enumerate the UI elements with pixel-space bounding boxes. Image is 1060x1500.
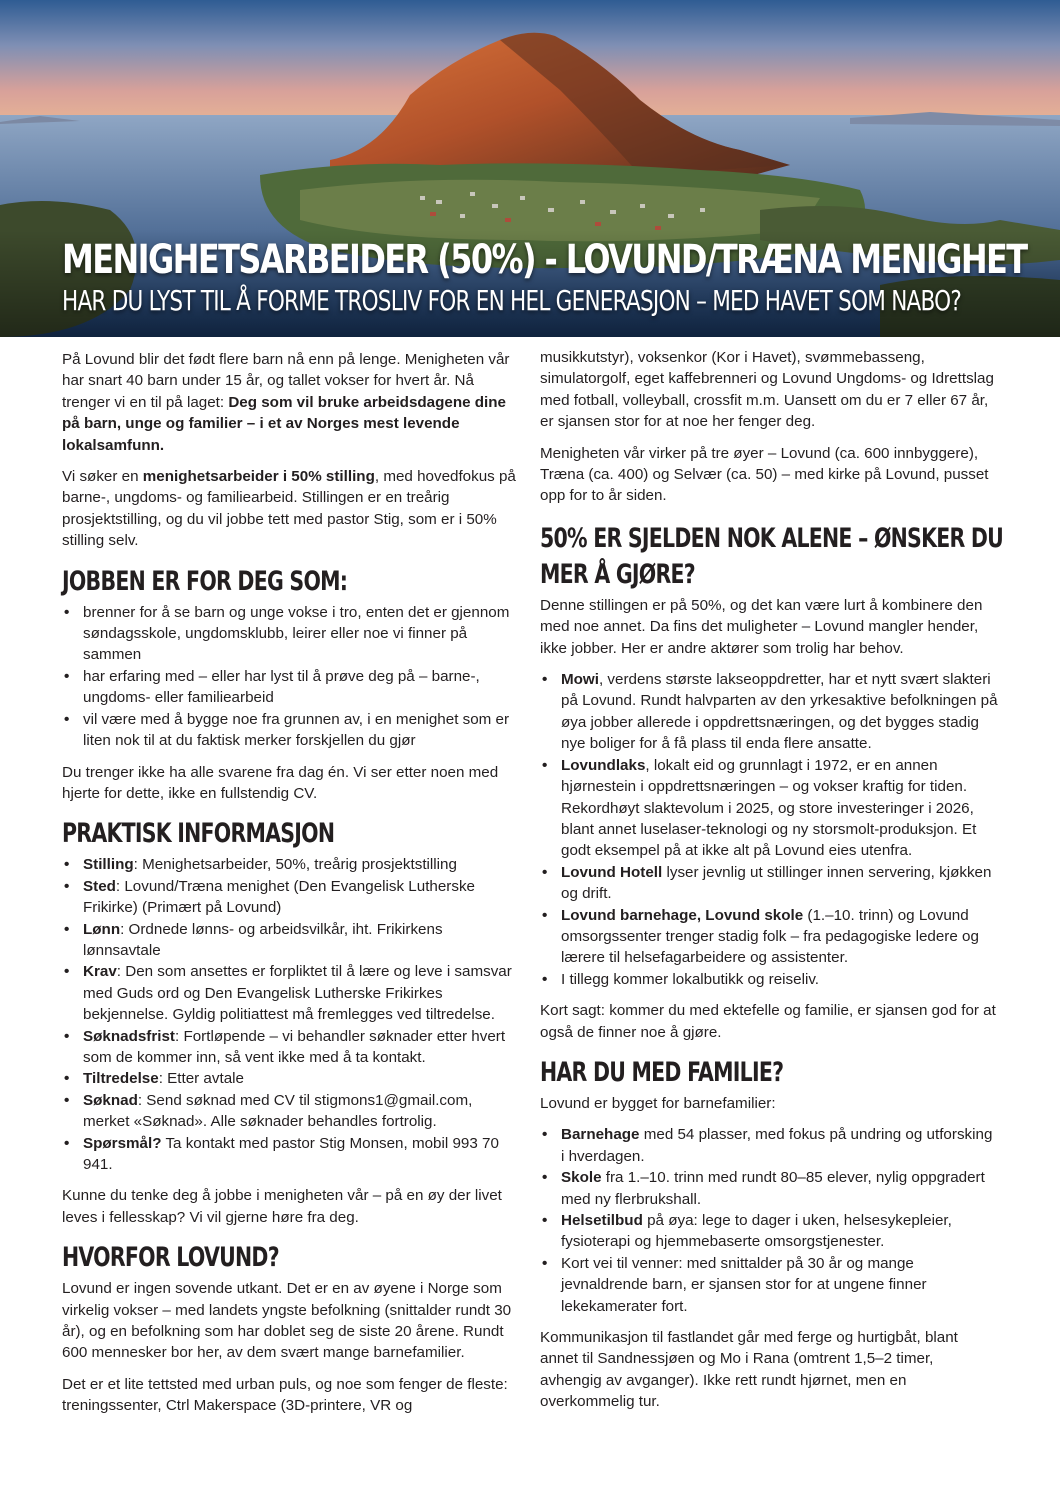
intro-paragraph: [62, 349, 520, 456]
info-label: Lønn: [83, 920, 121, 938]
family-text: fra 1.–10. trinn med rundt 80–85 elever, nylig oppgradert med ny flerbrukshall.: [561, 1169, 985, 1208]
employer-name: Lovundlaks: [561, 756, 646, 774]
hero-banner: [0, 0, 1060, 337]
family-text: på øya: lege to dager i uken, helsesykepleier, fysioterapi og hjemmebaserte omsorgstjenester.: [561, 1212, 952, 1251]
bullet-icon: •: [542, 1169, 548, 1187]
employer-text: , lokalt eid og grunnlagt i 1972, er en annen hjørnestein i oppdrettsnæringen – og vokser kraftig for tiden. Rekordhøyt slaktevolum i 2025, og store investeringer i 2026, blant annet luselaser-teknologi og ny storsmolt-produksjon. Et godt eksempel på at ikke alt på Lovund eies utenfra.: [561, 756, 977, 860]
hero-text-block: [62, 236, 1027, 318]
page-subtitle: HAR DU LYST TIL Å FORME TROSLIV FOR EN HEL GENERASJON – MED HAVET SOM NABO?: [62, 284, 962, 317]
employer-text: lyser jevnlig ut stillinger innen servering, kjøkken og drift.: [561, 863, 992, 903]
list-item: [62, 1068, 520, 1089]
info-label: Sted: [83, 877, 116, 895]
info-label: Søknadsfrist: [83, 1027, 175, 1045]
employer-list: [540, 669, 998, 990]
employer-name: Mowi: [561, 671, 599, 689]
list-item-text: brenner for å se barn og unge vokse i tro, enten det er gjennom søndagsskole, ungdomsklubb, leirer eller noe vi finner på sammen: [83, 603, 510, 664]
info-value: Ta kontakt med pastor Stig Monsen, mobil 993 70 941.: [83, 1134, 499, 1173]
why-paragraph: Det er et lite tettsted med urban puls, og noe som fenger de fleste: treningssenter, Ctrl Makerspace (3D-printere, VR og: [62, 1375, 508, 1415]
list-item: [540, 862, 998, 905]
why-heading: HVORFOR LOVUND?: [62, 1242, 279, 1274]
info-list: [62, 854, 520, 1175]
list-item: [540, 905, 998, 969]
bullet-icon: •: [64, 1091, 70, 1109]
bullet-icon: •: [64, 603, 70, 621]
more-heading: 50% ER SJELDEN NOK ALENE – ØNSKER DU MER Å GJØRE?: [540, 522, 1004, 590]
family-text: med 54 plasser, med fokus på undring og utforsking i hverdagen.: [561, 1126, 993, 1165]
list-item: [540, 1167, 998, 1210]
family-intro: Lovund er bygget for barnefamilier:: [540, 1094, 776, 1112]
position-text-a: Vi søker en: [62, 468, 143, 486]
right-column: [540, 347, 1004, 1423]
info-label: Spørsmål?: [83, 1134, 162, 1152]
info-value: : Ordnede lønns- og arbeidsvilkår, iht. Frikirkens lønnsavtale: [83, 920, 443, 959]
list-item: [62, 854, 520, 875]
info-value: : Menighetsarbeider, 50%, treårig prosjektstilling: [133, 856, 457, 874]
family-label: Barnehage: [561, 1126, 640, 1144]
position-highlight: menighetsarbeider i 50% stilling: [142, 468, 375, 486]
job-list: [62, 602, 520, 752]
info-value: : Etter avtale: [158, 1070, 244, 1088]
list-item: [540, 969, 998, 990]
bullet-icon: •: [542, 863, 548, 881]
list-item: [62, 876, 520, 919]
info-label: Stilling: [83, 856, 134, 874]
list-item: [62, 919, 520, 962]
family-text: Kort vei til venner: med snittalder på 30 år og mange jevnaldrende barn, er sjansen stor for at ungene finner lekekamerater fort.: [561, 1254, 927, 1315]
info-heading: PRAKTISK INFORMASJON: [62, 818, 335, 850]
employer-text: I tillegg kommer lokalbutikk og reiseliv.: [561, 970, 820, 988]
bullet-icon: •: [542, 1212, 548, 1229]
family-heading: HAR DU MED FAMILIE?: [540, 1056, 784, 1088]
family-note: Kommunikasjon til fastlandet går med ferge og hurtigbåt, blant annet til Sandnessjøen og Mo i Rana (omtrent 1,5–2 timer, avhengig av avganger). Ikke rett rundt hjørnet, men en overkommelig tur.: [540, 1329, 958, 1411]
bullet-icon: •: [542, 671, 548, 689]
info-value: : Fortløpende – vi behandler søknader etter hvert som de kommer inn, så vent ikke med å ta kontakt.: [83, 1027, 506, 1066]
list-item: [540, 669, 998, 755]
family-label: Skole: [561, 1169, 602, 1187]
employer-text: , verdens største lakseoppdretter, har et nytt svært slakteri på Lovund. Rundt halvparten av den yrkesaktive befolkningen på øya jobber allerede i oppdrettsnæringen, og det bygges stadig nye boliger for å få plass til enda flere ansatte.: [561, 671, 998, 753]
bullet-icon: •: [542, 970, 548, 988]
position-text-b: , med hovedfokus på barne-, ungdoms- og familiearbeid. Stillingen er en treårig prosjektstilling, og du vil jobbe tett med pastor Stig, som er i 50% stilling selv.: [62, 468, 516, 550]
why-paragraph: Lovund er ingen sovende utkant. Det er en av øyene i Norge som virkelig vokser – med landets yngste befolkning (snittalder rundt 30 år), og en befolkning som har doblet seg de siste 20 årene. Rundt 600 mennesker bor her, av dem svært mange barnefamilier.: [62, 1280, 512, 1362]
position-paragraph: [62, 466, 520, 552]
info-label: Tiltredelse: [83, 1070, 159, 1088]
employer-name: Lovund Hotell: [561, 863, 663, 881]
employer-name: Lovund barnehage, Lovund skole: [561, 906, 804, 924]
bullet-icon: •: [542, 1254, 548, 1272]
list-item: [540, 755, 998, 862]
list-item: [62, 602, 520, 666]
bullet-icon: •: [64, 856, 70, 874]
bullet-icon: •: [64, 1134, 70, 1152]
list-item: [62, 1133, 520, 1176]
info-label: Krav: [83, 963, 117, 981]
list-item: [62, 1090, 520, 1133]
bullet-icon: •: [64, 877, 70, 895]
list-item: [62, 666, 520, 709]
bullet-icon: •: [64, 1070, 70, 1088]
list-item: [62, 961, 520, 1025]
intro-text: På Lovund blir det født flere barn nå enn på lenge. Menigheten vår har snart 40 barn under 15 år, og tallet vokser for hvert år. Nå trenger vi en til på laget:: [62, 351, 510, 411]
bullet-icon: •: [542, 756, 548, 774]
left-column: [62, 349, 520, 1427]
bullet-icon: •: [64, 710, 70, 728]
info-value: : Send søknad med CV til stigmons1@gmail.com, merket «Søknad». Alle søknader behandles fortrolig.: [83, 1091, 473, 1131]
bullet-icon: •: [542, 1126, 548, 1144]
info-value: : Den som ansettes er forpliktet til å lære og leve i samsvar med Guds ord og Den Evangelisk Lutherske Frikirkes bekjennelse. Gyldig politiattest må fremlegges ved tiltredelse.: [83, 963, 512, 1024]
list-item-text: vil være med å bygge noe fra grunnen av, i en menighet som er liten nok til at du faktisk merker forskjellen du gjør: [83, 710, 510, 750]
list-item: [540, 1124, 998, 1167]
more-note: Kort sagt: kommer du med ektefelle og familie, er sjansen god for at også de finner noe å gjøre.: [540, 1002, 996, 1041]
intro-highlight: Deg som vil bruke arbeidsdagene dine på barn, unge og familier – i et av Norges mest levende lokalsamfunn.: [62, 393, 507, 454]
job-note: Du trenger ikke ha alle svarene fra dag én. Vi ser etter noen med hjerte for dette, ikke en fullstendig CV.: [62, 763, 499, 802]
list-item: [62, 709, 520, 752]
info-note: Kunne du tenke deg å jobbe i menigheten vår – på en øy der livet leves i fellesskap? Vi vil gjerne høre fra deg.: [62, 1187, 502, 1226]
list-item: [540, 1253, 998, 1317]
employer-text: (1.–10. trinn) og Lovund omsorgssenter trenger stadig folk – fra pedagogiske ledere og lærere til helsefagarbeidere og assistenter.: [561, 906, 979, 967]
list-item: [540, 1210, 998, 1253]
info-value: : Lovund/Træna menighet (Den Evangelisk Lutherske Frikirke) (Primært på Lovund): [83, 877, 475, 917]
family-label: Helsetilbud: [561, 1212, 643, 1229]
list-item-text: har erfaring med – eller har lyst til å prøve deg på – barne-, ungdoms- eller familiearbeid: [83, 667, 480, 707]
bullet-icon: •: [64, 667, 70, 685]
why-paragraph-cont: musikkutstyr), voksenkor (Kor i Havet), svømmebasseng, simulatorgolf, eget kaffebrenneri og Lovund Ungdoms- og Idrettslag med fotball, volleyball, crossfit m.m. Uansett om du er 7 eller 67 år, er sjansen stor for at noe her fenger deg.: [540, 349, 994, 431]
job-heading: JOBBEN ER FOR DEG SOM:: [62, 565, 348, 597]
bullet-icon: •: [64, 1027, 70, 1045]
family-list: [540, 1124, 998, 1317]
bullet-icon: •: [542, 906, 548, 924]
parish-paragraph: Menigheten vår virker på tre øyer – Lovund (ca. 600 innbyggere), Træna (ca. 400) og Selvær (ca. 50) – med kirke på Lovund, pusset opp for to år siden.: [540, 444, 989, 505]
list-item: [62, 1026, 520, 1069]
page-title: MENIGHETSARBEIDER (50%) - LOVUND/TRÆNA MENIGHET: [62, 237, 1027, 283]
info-label: Søknad: [83, 1091, 138, 1109]
more-paragraph: Denne stillingen er på 50%, og det kan være lurt å kombinere den med noe annet. Da fins det muligheter – Lovund mangler hender, ikke jobber. Her er andre aktører som trolig har behov.: [540, 596, 983, 657]
bullet-icon: •: [64, 963, 70, 981]
bullet-icon: •: [64, 920, 70, 938]
